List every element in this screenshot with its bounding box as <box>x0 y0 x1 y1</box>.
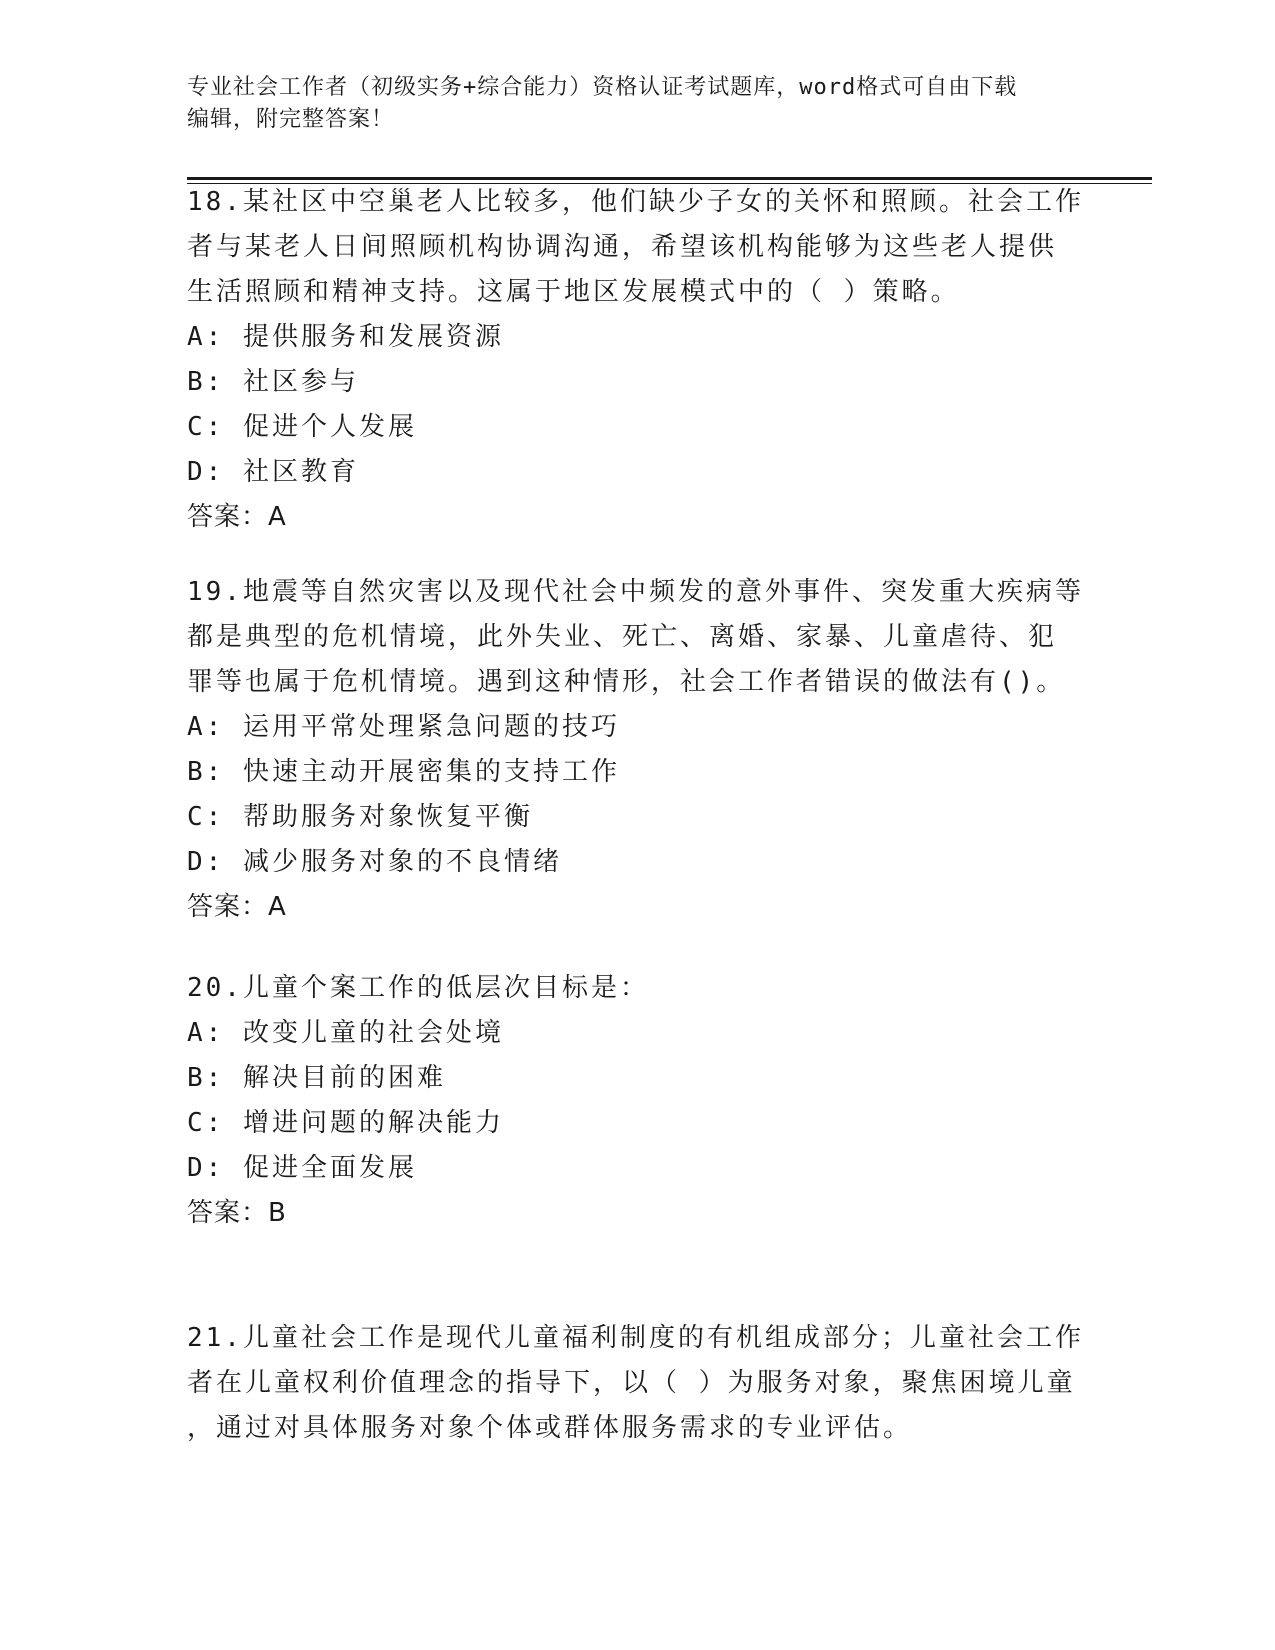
question-stem <box>187 180 1087 315</box>
stem-line: 19.地震等自然灾害以及现代社会中频发的意外事件、突发重大疾病等 <box>187 577 1084 607</box>
stem-line: 者与某老人日间照顾机构协调沟通，希望该机构能够为这些老人提供 <box>187 232 1058 262</box>
stem-line: ，通过对具体服务对象个体或群体服务需求的专业评估。 <box>187 1413 913 1443</box>
option-a: A: 提供服务和发展资源 <box>187 322 504 352</box>
option-c: C: 促进个人发展 <box>187 412 417 442</box>
option-a: A: 运用平常处理紧急问题的技巧 <box>187 712 620 742</box>
option-d: D: 减少服务对象的不良情绪 <box>187 847 562 877</box>
stem-line: 生活照顾和精神支持。这属于地区发展模式中的（ ）策略。 <box>187 277 960 307</box>
question-stem <box>187 966 1087 1011</box>
header-line-1: 专业社会工作者（初级实务+综合能力）资格认证考试题库，word格式可自由下载 <box>187 75 1018 100</box>
stem-line: 20.儿童个案工作的低层次目标是： <box>187 973 649 1003</box>
option-d: D: 社区教育 <box>187 457 359 487</box>
option-b: B: 快速主动开展密集的支持工作 <box>187 757 620 787</box>
answer: 答案：A <box>187 892 287 922</box>
question-stem <box>187 570 1087 705</box>
header-line-2: 编辑，附完整答案！ <box>187 107 395 132</box>
option-a: A: 改变儿童的社会处境 <box>187 1018 504 1048</box>
option-b: B: 解决目前的困难 <box>187 1063 446 1093</box>
answer: 答案：B <box>187 1198 287 1228</box>
stem-line: 18.某社区中空巢老人比较多，他们缺少子女的关怀和照顾。社会工作 <box>187 187 1084 217</box>
stem-line: 罪等也属于危机情境。遇到这种情形，社会工作者错误的做法有()。 <box>187 667 1066 697</box>
question-18 <box>187 180 1087 540</box>
page-header <box>187 72 1087 136</box>
option-d: D: 促进全面发展 <box>187 1153 417 1183</box>
stem-line: 21.儿童社会工作是现代儿童福利制度的有机组成部分；儿童社会工作 <box>187 1323 1084 1353</box>
stem-line: 都是典型的危机情境，此外失业、死亡、离婚、家暴、儿童虐待、犯 <box>187 622 1058 652</box>
stem-line: 者在儿童权利价值理念的指导下，以（ ）为服务对象，聚焦困境儿童 <box>187 1368 1076 1398</box>
question-21 <box>187 1316 1087 1451</box>
question-stem <box>187 1316 1087 1451</box>
answer: 答案：A <box>187 502 287 532</box>
option-c: C: 帮助服务对象恢复平衡 <box>187 802 533 832</box>
question-19 <box>187 570 1087 930</box>
option-b: B: 社区参与 <box>187 367 359 397</box>
option-c: C: 增进问题的解决能力 <box>187 1108 504 1138</box>
question-20 <box>187 966 1087 1236</box>
